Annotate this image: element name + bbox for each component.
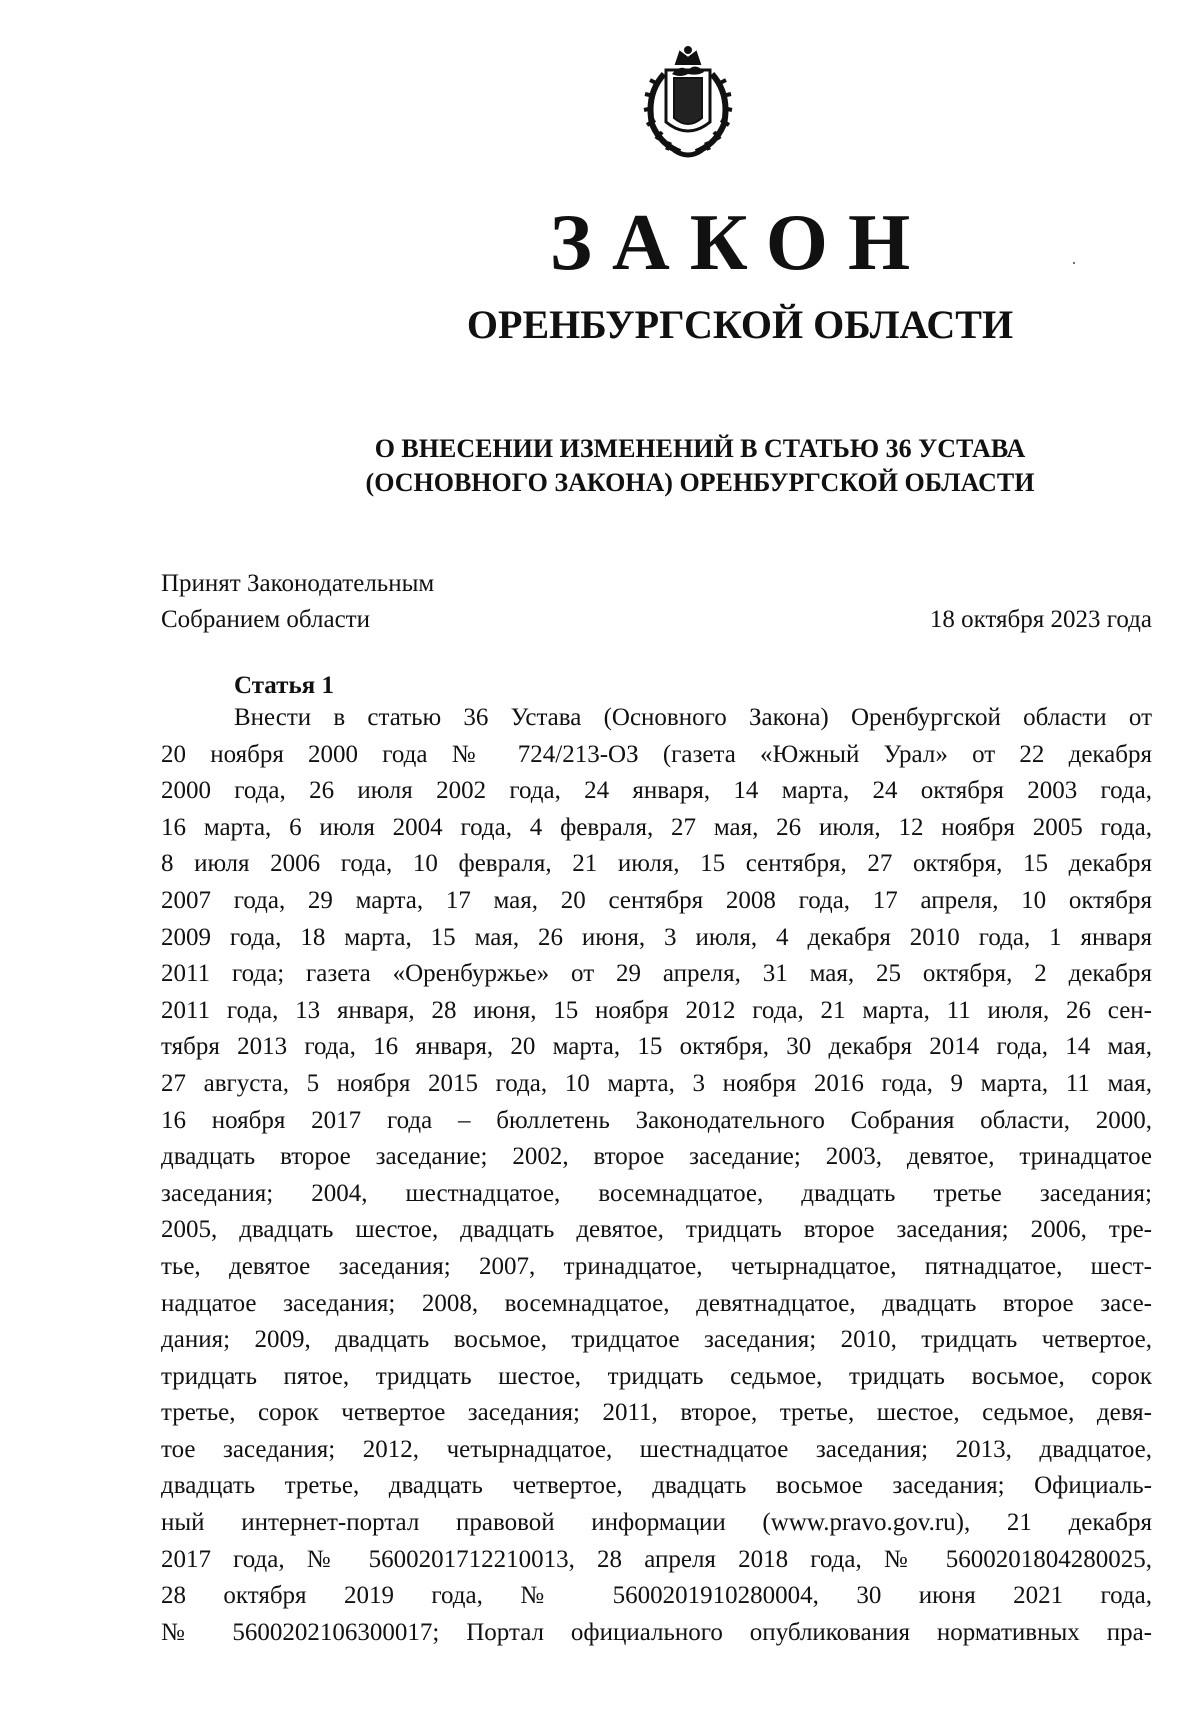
- body-line: 2007 года, 29 марта, 17 мая, 20 сентября 2008 года, 17 апреля, 10 октября: [161, 886, 1152, 914]
- body-line: Внести в статью 36 Устава (Основного Закона) Оренбургской области от: [234, 704, 1152, 731]
- adopted-by: [161, 566, 434, 638]
- body-line: третье, сорок четвертое заседания; 2011, второе, третье, шестое, седьмое, девя-: [161, 1399, 1152, 1427]
- body-line: 16 марта, 6 июля 2004 года, 4 февраля, 27 мая, 26 июля, 12 ноября 2005 года,: [161, 813, 1152, 841]
- body-line: ный интернет-портал правовой информации (www.pravo.gov.ru), 21 декабря: [161, 1509, 1152, 1537]
- coat-of-arms-emblem: [634, 44, 742, 166]
- body-line: двадцать второе заседание; 2002, второе заседание; 2003, девятое, тринадцатое: [161, 1143, 1152, 1171]
- body-line: № 5600202106300017; Портал официального опубликования нормативных пра-: [161, 1618, 1152, 1646]
- body-line: 20 ноября 2000 года № 724/213-ОЗ (газета «Южный Урал» от 22 декабря: [161, 740, 1152, 768]
- body-line: 2011 года; газета «Оренбуржье» от 29 апреля, 31 мая, 25 октября, 2 декабря: [161, 960, 1152, 988]
- body-line: 8 июля 2006 года, 10 февраля, 21 июля, 15 сентября, 27 октября, 15 декабря: [161, 850, 1152, 878]
- body-line: 2000 года, 26 июля 2002 года, 24 января, 14 марта, 24 октября 2003 года,: [161, 777, 1152, 805]
- law-heading-line: (ОСНОВНОГО ЗАКОНА) ОРЕНБУРГСКОЙ ОБЛАСТИ: [365, 468, 1035, 497]
- body-line: надцатое заседания; 2008, восемнадцатое, девятнадцатое, двадцать второе засе-: [161, 1289, 1152, 1317]
- body-line: 2017 года, № 5600201712210013, 28 апреля 2018 года, № 5600201804280025,: [161, 1545, 1152, 1573]
- body-line: заседания; 2004, шестнадцатое, восемнадцатое, двадцать третье заседания;: [161, 1179, 1152, 1207]
- body-line: 28 октября 2019 года, № 5600201910280004, 30 июня 2021 года,: [161, 1582, 1152, 1610]
- body-line: 27 августа, 5 ноября 2015 года, 10 марта, 3 ноября 2016 года, 9 марта, 11 мая,: [161, 1069, 1152, 1097]
- document-title: ЗАКОН: [549, 199, 931, 287]
- body-line: 2005, двадцать шестое, двадцать девятое, тридцать второе заседания; 2006, тре-: [161, 1216, 1152, 1244]
- adopted-date: 18 октября 2023 года: [929, 606, 1152, 633]
- body-line: дания; 2009, двадцать восьмое, тридцатое заседания; 2010, тридцать четвертое,: [161, 1326, 1152, 1354]
- body-line: тридцать пятое, тридцать шестое, тридцать седьмое, тридцать восьмое, сорок: [161, 1362, 1152, 1390]
- law-heading: [200, 432, 1060, 500]
- body-line: тье, девятое заседания; 2007, тринадцатое, четырнадцатое, пятнадцатое, шест-: [161, 1252, 1152, 1280]
- body-line: 2009 года, 18 марта, 15 мая, 26 июня, 3 июля, 4 декабря 2010 года, 1 января: [161, 923, 1152, 951]
- article-title: Статья 1: [234, 672, 334, 699]
- body-line: 2011 года, 13 января, 28 июня, 15 ноября 2012 года, 21 марта, 11 июля, 26 сен-: [161, 996, 1152, 1024]
- law-heading-line: О ВНЕСЕНИИ ИЗМЕНЕНИЙ В СТАТЬЮ 36 УСТАВА: [374, 434, 1026, 463]
- adopted-by-line: Принят Законодательным: [161, 570, 435, 597]
- body-line: тое заседания; 2012, четырнадцатое, шестнадцатое заседания; 2013, двадцатое,: [161, 1435, 1152, 1463]
- article-body: [161, 700, 1152, 1651]
- body-line: двадцать третье, двадцать четвертое, двадцать восьмое заседания; Официаль-: [161, 1472, 1152, 1500]
- adopted-by-line: Собранием области: [161, 606, 370, 633]
- body-line: 16 ноября 2017 года – бюллетень Законодательного Собрания области, 2000,: [161, 1106, 1152, 1134]
- document-subtitle: ОРЕНБУРГСКОЙ ОБЛАСТИ: [466, 302, 1014, 347]
- body-line: тября 2013 года, 16 января, 20 марта, 15 октября, 30 декабря 2014 года, 14 мая,: [161, 1033, 1152, 1061]
